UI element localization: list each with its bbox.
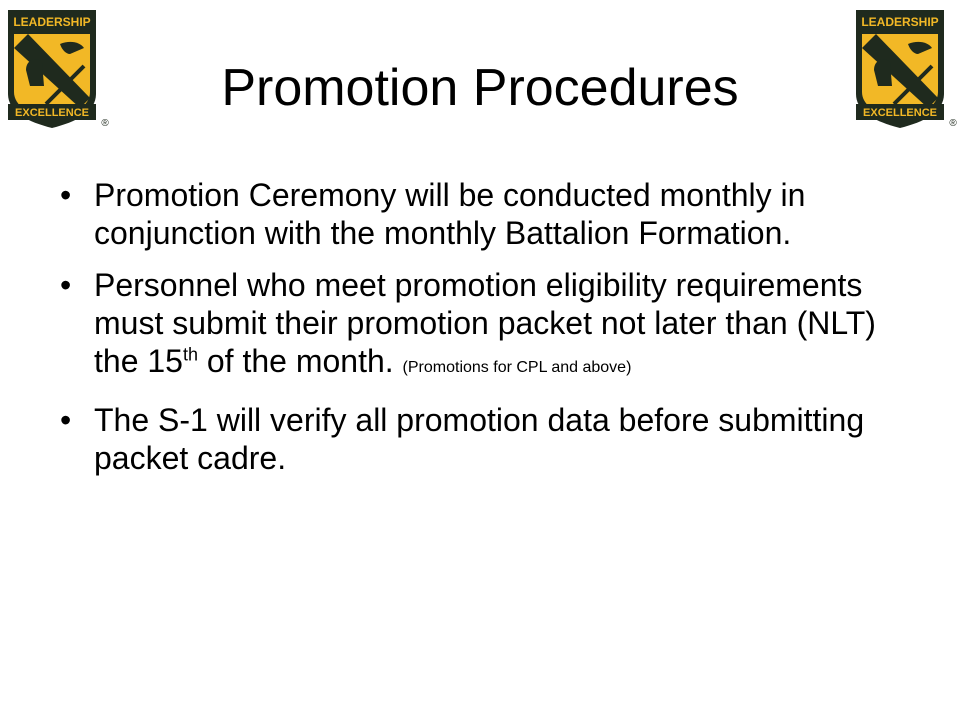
bullet-list xyxy=(60,176,910,491)
bullet-icon: • xyxy=(60,267,72,303)
registered-mark: ® xyxy=(101,118,109,129)
slide-title: Promotion Procedures xyxy=(221,59,739,117)
bullet-text: The S-1 will verify all promotion data before submitting packet cadre. xyxy=(94,402,865,476)
logo-top-text: LEADERSHIP xyxy=(13,15,91,29)
bullet-item xyxy=(60,401,910,477)
bullet-text: Promotion Ceremony will be conducted monthly in conjunction with the monthly Battalion Formation. xyxy=(94,177,806,251)
bullet-item xyxy=(60,266,910,387)
bullet-item xyxy=(60,176,910,252)
registered-mark: ® xyxy=(949,118,957,129)
bullet-text: Personnel who meet promotion eligibility requirements must submit their promotion packet not later than (NLT) the 15 xyxy=(94,267,876,379)
bullet-text-continued: of the month. xyxy=(197,343,394,379)
logo-bottom-text: EXCELLENCE xyxy=(15,107,89,119)
bullet-icon: • xyxy=(60,177,72,213)
bullet-note: (Promotions for CPL and above) xyxy=(402,359,632,376)
logo-bottom-text: EXCELLENCE xyxy=(863,107,937,119)
ordinal-superscript: th xyxy=(182,344,198,365)
bullet-icon: • xyxy=(60,402,72,438)
logo-top-text: LEADERSHIP xyxy=(861,15,939,29)
